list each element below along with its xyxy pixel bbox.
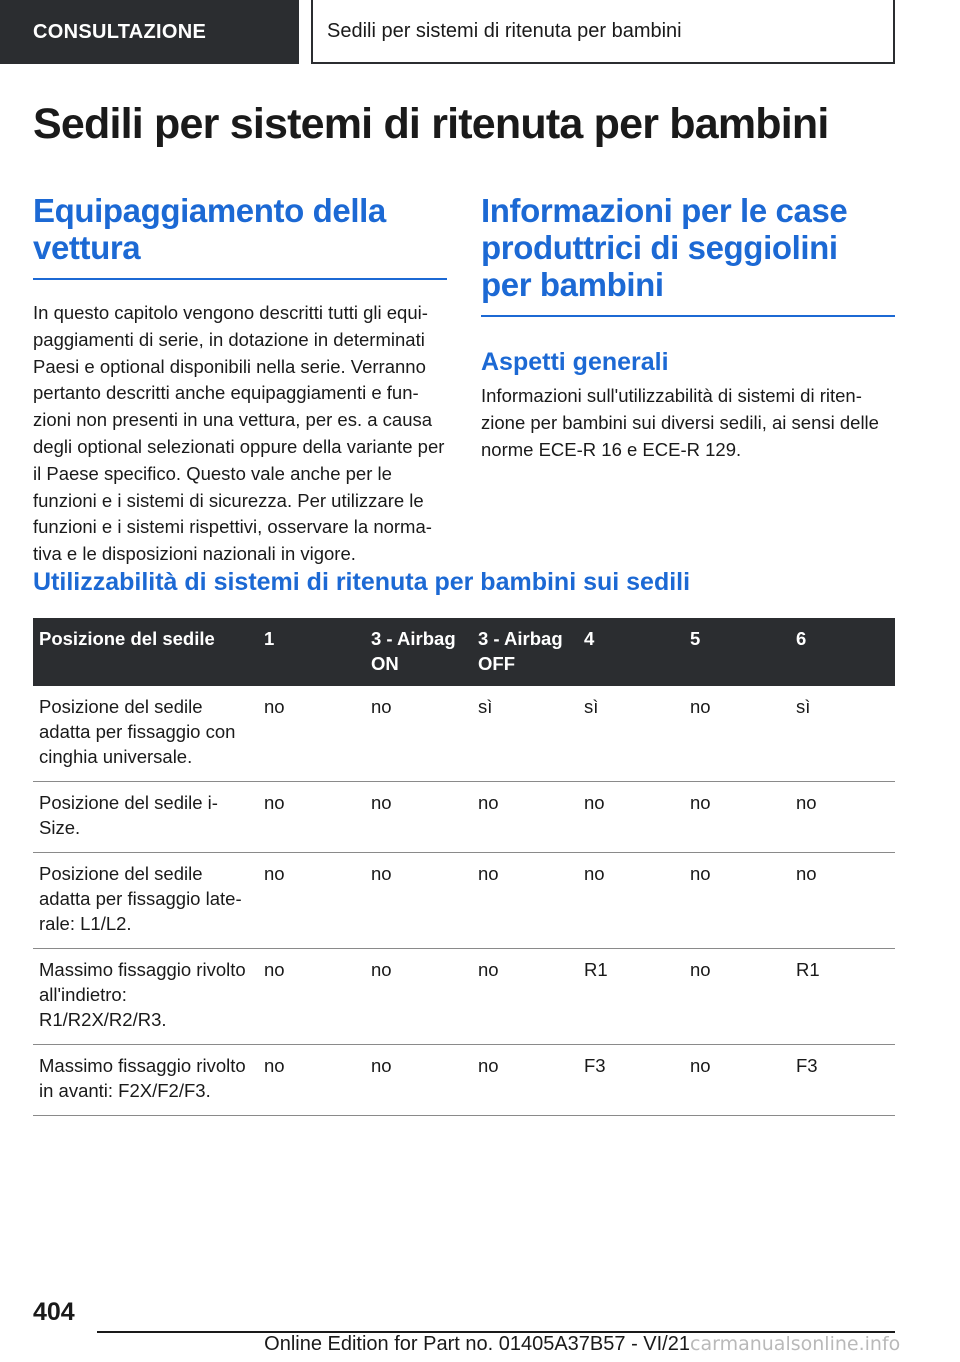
table-cell: no xyxy=(258,686,365,782)
heading-divider xyxy=(481,315,895,317)
table-cell: Massimo fissaggio rivolto in avanti: F2X/F2/F3. xyxy=(33,1045,258,1116)
table-row xyxy=(33,782,895,853)
table-cell: no xyxy=(684,782,790,853)
table-cell: no xyxy=(684,1045,790,1116)
table-header-cell: 5 xyxy=(690,628,701,649)
table-cell: Massimo fissaggio rivolto all'indietro: R1/R2X/R2/R3. xyxy=(33,949,258,1045)
table-header-cell: Posizione del sedile xyxy=(39,628,215,649)
table-cell: no xyxy=(472,853,578,949)
table-header-cell: 4 xyxy=(584,628,595,649)
general-aspects-heading: Aspetti generali xyxy=(481,348,669,376)
table-header-cell: 3 - Airbag OFF xyxy=(478,628,563,674)
table-cell: R1 xyxy=(578,949,684,1045)
table-cell: sì xyxy=(790,686,895,782)
table-cell: no xyxy=(365,782,472,853)
table-cell: Posizione del sedile i-Size. xyxy=(33,782,258,853)
table-cell: no xyxy=(472,782,578,853)
table-row xyxy=(33,853,895,949)
manufacturer-info-heading: Informazioni per le case produttrici di seggiolini per bambini xyxy=(481,192,848,303)
table-row xyxy=(33,686,895,782)
table-cell: no xyxy=(684,853,790,949)
table-cell: no xyxy=(790,853,895,949)
table-cell: no xyxy=(578,853,684,949)
table-cell: F3 xyxy=(578,1045,684,1116)
right-column xyxy=(481,192,895,463)
chapter-header xyxy=(311,0,895,64)
table-cell: Posizione del sedile adatta per fissaggio laterale: L1/L2. xyxy=(33,853,258,949)
page-number: 404 xyxy=(33,1298,75,1326)
table-row xyxy=(33,949,895,1045)
vehicle-equipment-text: In questo capitolo vengono descritti tutti gli equipaggiamenti di serie, in dotazione in determinati Paesi e optional disponibili nella serie. Verranno pertanto descritti anche equipaggiamenti e funzioni non presenti in una vettura, per es. a causa degli optional selezionati oppure della variante per il Paese specifico. Questo vale anche per le funzioni e i sistemi di sicurezza. Per utilizzare le funzioni e i sistemi rispettivi, osservare la normativa e le disposizioni nazionali in vigore. xyxy=(33,302,445,565)
section-tab xyxy=(0,0,299,64)
table-header-cell: 3 - Airbag ON xyxy=(371,628,456,674)
table-cell: no xyxy=(258,1045,365,1116)
usability-table xyxy=(33,618,895,1116)
table-cell: no xyxy=(472,949,578,1045)
table-cell: sì xyxy=(578,686,684,782)
page-title: Sedili per sistemi di ritenuta per bambini xyxy=(33,100,829,148)
table-cell: no xyxy=(258,853,365,949)
table-cell: no xyxy=(365,949,472,1045)
table-cell: F3 xyxy=(790,1045,895,1116)
table-cell: no xyxy=(365,853,472,949)
table-cell: Posizione del sedile adatta per fissaggio con cinghia universale. xyxy=(33,686,258,782)
table-row xyxy=(33,1045,895,1116)
table-cell: no xyxy=(472,1045,578,1116)
chapter-title: Sedili per sistemi di ritenuta per bambini xyxy=(327,19,682,42)
table-cell: no xyxy=(365,686,472,782)
table-header-cell: 6 xyxy=(796,628,807,649)
table-cell: sì xyxy=(472,686,578,782)
left-column xyxy=(33,192,447,568)
vehicle-equipment-heading: Equipaggiamento della vettura xyxy=(33,192,386,266)
section-tab-label: CONSULTAZIONE xyxy=(33,20,207,43)
table-header-cell: 1 xyxy=(264,628,275,649)
table-cell: no xyxy=(578,782,684,853)
table-cell: no xyxy=(258,782,365,853)
edition-note: Online Edition for Part no. 01405A37B57 - VI/21 xyxy=(264,1333,690,1355)
table-cell: no xyxy=(684,686,790,782)
table-cell: no xyxy=(258,949,365,1045)
general-aspects-text: Informazioni sull'utilizzabilità di sistemi di ritenzione per bambini sui diversi sedili, ai sensi delle norme ECE-R 16 e ECE-R 129. xyxy=(481,385,879,460)
heading-divider xyxy=(33,278,447,280)
table-cell: R1 xyxy=(790,949,895,1045)
table-cell: no xyxy=(790,782,895,853)
table-header-row xyxy=(33,618,895,686)
watermark: carmanualsonline.info xyxy=(690,1333,901,1355)
usability-table-heading: Utilizzabilità di sistemi di ritenuta per bambini sui sedili xyxy=(33,568,691,596)
table-cell: no xyxy=(365,1045,472,1116)
table-cell: no xyxy=(684,949,790,1045)
